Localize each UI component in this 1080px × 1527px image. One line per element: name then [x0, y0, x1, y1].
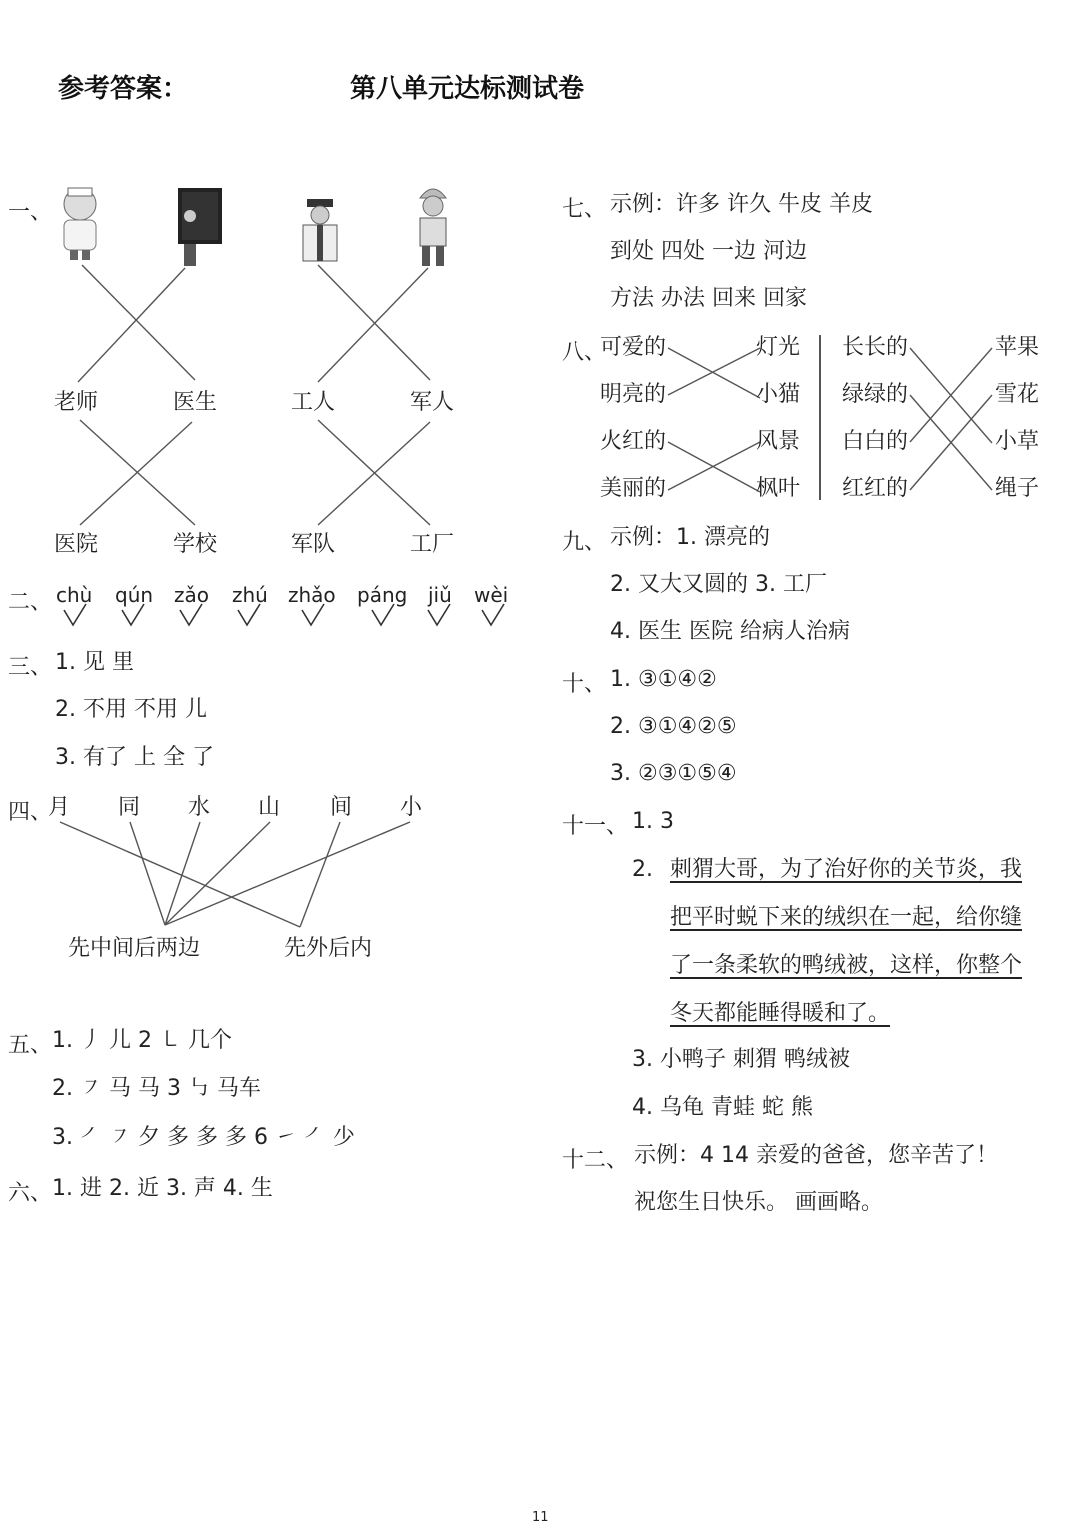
section-6-number: 六、	[8, 1181, 53, 1206]
char-shan: 山	[258, 795, 281, 820]
pinyin-8: wèi	[474, 583, 509, 607]
group-middle-first: 先中间后两边	[68, 936, 201, 961]
section-9-number: 九、	[562, 530, 607, 555]
s8-noun-7: 小草	[995, 429, 1040, 454]
section-7-number: 七、	[562, 197, 607, 222]
pinyin-3: zǎo	[174, 583, 209, 607]
doctor-picture	[52, 182, 108, 262]
char-xiao: 小	[400, 795, 423, 820]
s12-line-1: 示例：4 14 亲爱的爸爸，您辛苦了！	[634, 1143, 998, 1168]
section-2-number: 二、	[8, 590, 53, 615]
s8-noun-4: 枫叶	[756, 476, 801, 501]
s8-noun-1: 灯光	[756, 335, 801, 360]
s9-line-2: 2. 又大又圆的 3. 工厂	[610, 572, 827, 597]
s7-line-1: 示例：许多 许久 牛皮 羊皮	[610, 192, 873, 217]
word-soldier: 军人	[410, 390, 455, 415]
s9-line-3: 4. 医生 医院 给病人治病	[610, 619, 850, 644]
s6-line: 1. 进 2. 近 3. 声 4. 生	[52, 1176, 273, 1201]
s11-q4: 4. 乌龟 青蛙 蛇 熊	[632, 1095, 813, 1120]
pinyin-4: zhú	[232, 583, 268, 607]
s8-adj-4: 美丽的	[600, 476, 667, 501]
s3-line-2: 2. 不用 不用 儿	[55, 697, 207, 722]
char-yue: 月	[48, 795, 71, 820]
page-title: 第八单元达标测试卷	[350, 74, 585, 104]
s3-line-1: 1. 见 里	[55, 650, 134, 675]
char-shui: 水	[188, 795, 211, 820]
s11-q2-line-1: 刺猬大哥，为了治好你的关节炎，我	[670, 857, 1023, 882]
s9-line-1: 示例：1. 漂亮的	[610, 525, 770, 550]
section-10-number: 十、	[562, 672, 607, 697]
s8-adj-1: 可爱的	[600, 335, 667, 360]
s8-noun-6: 雪花	[995, 382, 1040, 407]
group-outside-first: 先外后内	[284, 936, 373, 961]
s8-adj-5: 长长的	[842, 335, 909, 360]
pinyin-1: chù	[56, 583, 93, 607]
pinyin-2: qún	[115, 583, 154, 607]
word-doctor: 医生	[173, 390, 218, 415]
word-hospital: 医院	[54, 532, 99, 557]
s8-adj-7: 白白的	[842, 429, 909, 454]
section-4-number: 四、	[8, 800, 53, 825]
s8-noun-3: 风景	[756, 429, 801, 454]
s12-line-2: 祝您生日快乐。 画画略。	[634, 1190, 883, 1215]
s8-adj-6: 绿绿的	[842, 382, 909, 407]
s8-noun-2: 小猫	[756, 382, 801, 407]
teacher-picture	[168, 186, 224, 268]
pinyin-7: jiǔ	[428, 583, 452, 607]
word-factory: 工厂	[410, 532, 455, 557]
section-8-number: 八、	[562, 340, 607, 365]
s3-line-3: 3. 有了 上 全 了	[55, 745, 214, 770]
s8-noun-8: 绳子	[995, 476, 1040, 501]
soldier-picture	[295, 195, 345, 263]
word-teacher: 老师	[54, 390, 99, 415]
s11-q2-line-2: 把平时蜕下来的绒织在一起，给你缝	[670, 905, 1023, 930]
s5-line-1: 1. 丿 儿 2 ㇄ 几个	[52, 1028, 232, 1053]
s8-adj-8: 红红的	[842, 476, 909, 501]
s10-line-1: 1. ③①④②	[610, 667, 717, 692]
word-worker: 工人	[291, 390, 336, 415]
char-jian: 间	[330, 795, 353, 820]
worker-picture	[410, 180, 456, 268]
s11-q1: 1. 3	[632, 809, 674, 834]
s8-adj-3: 火红的	[600, 429, 667, 454]
s7-line-3: 方法 办法 回来 回家	[610, 286, 807, 311]
s11-q2-line-4: 冬天都能睡得暖和了。	[670, 1001, 891, 1026]
s5-line-3: 3. ㇒ ㇇ 夕 多 多 多 6 ㇀ ㇒ 少	[52, 1125, 355, 1150]
word-army: 军队	[291, 532, 336, 557]
s11-q2-number: 2.	[632, 857, 653, 882]
section-12-number: 十二、	[562, 1148, 629, 1173]
s10-line-2: 2. ③①④②⑤	[610, 714, 737, 739]
pinyin-6: páng	[357, 583, 408, 607]
section-3-number: 三、	[8, 655, 53, 680]
page-number: 11	[532, 1510, 549, 1525]
s10-line-3: 3. ②③①⑤④	[610, 761, 737, 786]
word-school: 学校	[173, 532, 218, 557]
s5-line-2: 2. ㇇ 马 马 3 ㇉ 马车	[52, 1076, 261, 1101]
answer-label: 参考答案：	[58, 74, 189, 104]
char-tong: 同	[118, 795, 141, 820]
section-1-number: 一、	[8, 200, 53, 225]
s11-q3: 3. 小鸭子 刺猬 鸭绒被	[632, 1047, 850, 1072]
pinyin-5: zhǎo	[288, 583, 336, 607]
section-5-number: 五、	[8, 1033, 53, 1058]
s7-line-2: 到处 四处 一边 河边	[610, 239, 807, 264]
s8-noun-5: 苹果	[995, 335, 1040, 360]
section-11-number: 十一、	[562, 814, 629, 839]
s11-q2-line-3: 了一条柔软的鸭绒被，这样，你整个	[670, 953, 1023, 978]
s8-adj-2: 明亮的	[600, 382, 667, 407]
